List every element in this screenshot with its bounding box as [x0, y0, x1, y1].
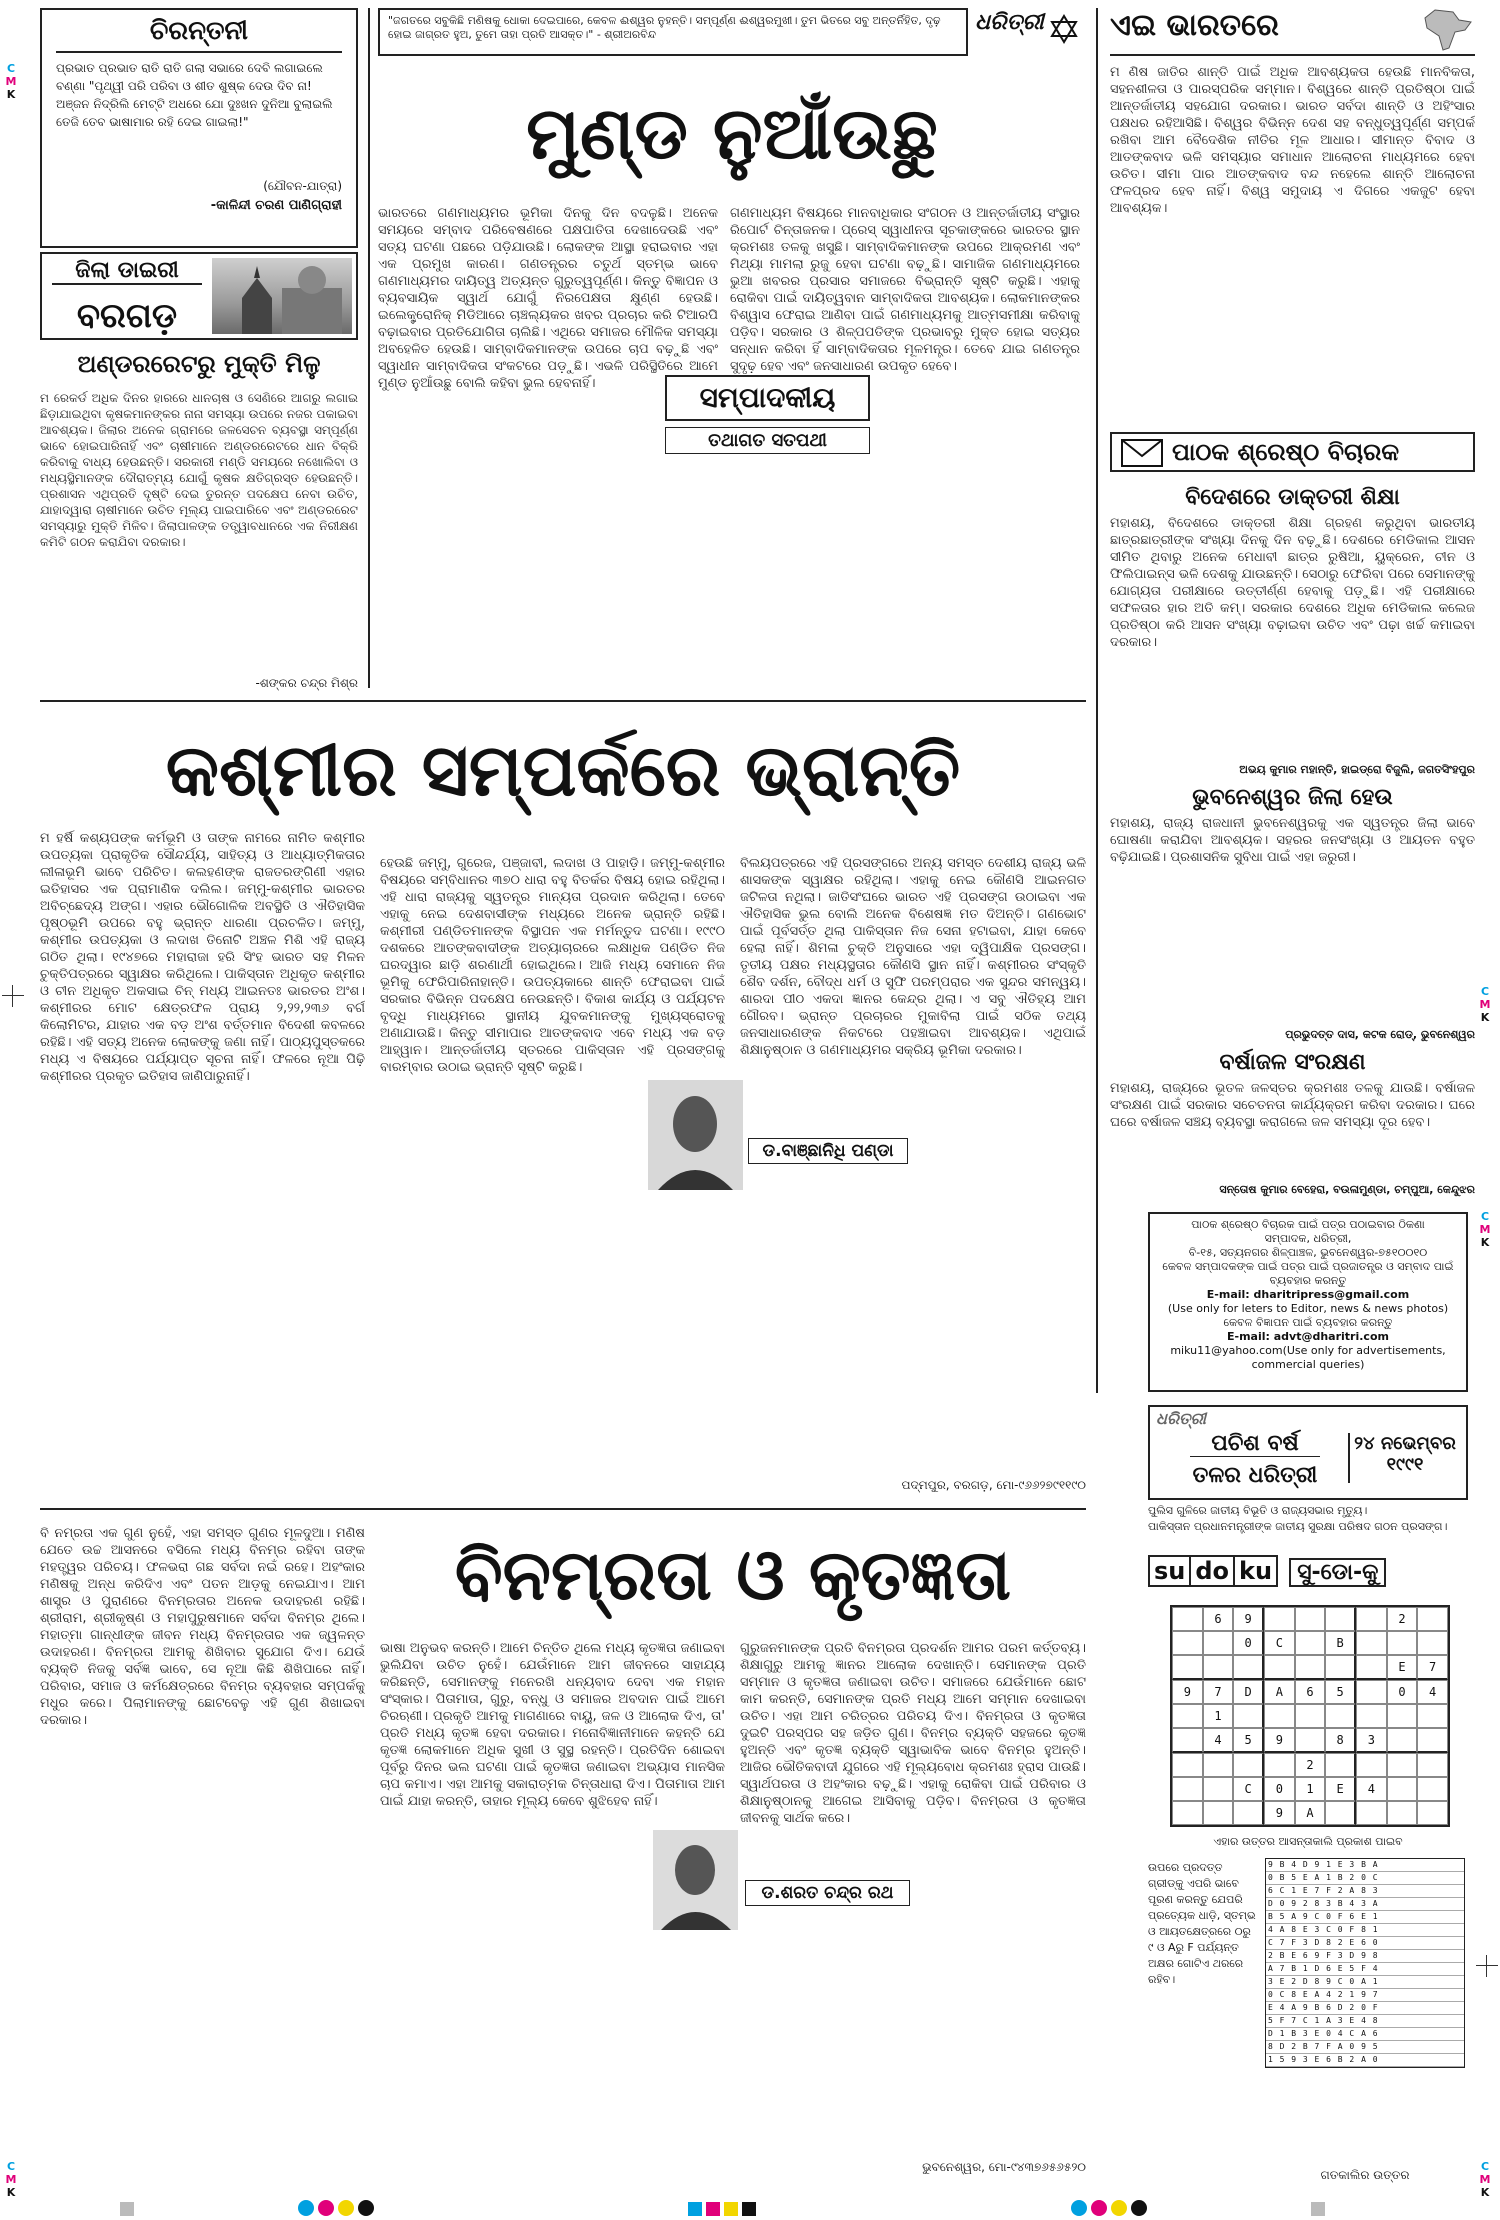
sudoku-cell: 7: [1417, 1655, 1448, 1680]
contact-line-7: କେବଳ ବିଜ୍ଞାପନ ପାଇଁ ବ୍ୟବହାର କରନ୍ତୁ: [1223, 1316, 1393, 1329]
cmk-mark-right-2: C M K: [1479, 1210, 1491, 1249]
sudoku-rules: ଉପରେ ପ୍ରଦତ୍ତ ଗ୍ରୀଡ୍‌କୁ ଏପରି ଭାବେ ପୂରଣ କରନ୍ତୁ ଯେପରି ପ୍ରତ୍ୟେକ ଧାଡ଼ି, ସ୍ତମ୍ଭ ଓ ଆୟତକ୍ଷେତ୍ରରେ ୦ରୁ ୯ ଓ Aରୁ F ପର୍ଯ୍ୟନ୍ତ ଅକ୍ଷର ଗୋଟିଏ ଥରରେ ରହିବ।: [1148, 1861, 1256, 1986]
vinamrata-col-3: ଗୁରୁଜନମାନଙ୍କ ପ୍ରତି ବିନମ୍ରତା ପ୍ରଦର୍ଶନ ଆମର ପରମ କର୍ତ୍ତବ୍ୟ। ଶିକ୍ଷାଗୁରୁ ଆମକୁ ଜ୍ଞାନର ଆଲୋକ ଦେଖାନ୍ତି। ସେମାନଙ୍କ ପ୍ରତି ସମ୍ମାନ ଓ କୃତଜ୍ଞତା ଜଣାଇବା ଉଚିତ। ସମାଜରେ ଯେଉଁମାନେ ଛୋଟ କାମ କରନ୍ତି, ସେମାନଙ୍କ ପ୍ରତି ମଧ୍ୟ ଆମେ ସମ୍ମାନ ଦେଖାଇବା ଉଚିତ। ଏହା ଆମ ଚରିତ୍ରର ପରିଚୟ ଦିଏ। ବିନମ୍ରତା ଓ କୃତଜ୍ଞତା ଦୁଇଟି ପରସ୍ପର ସହ ଜଡ଼ିତ ଗୁଣ। ବିନମ୍ର ବ୍ୟକ୍ତି ସହଜରେ କୃତଜ୍ଞ ହୁଅନ୍ତି ଏବଂ କୃତଜ୍ଞ ବ୍ୟକ୍ତି ସ୍ୱାଭାବିକ ଭାବେ ବିନମ୍ର ହୁଅନ୍ତି। ଆଜିର ଭୌତିକବାଦୀ ଯୁଗରେ ଏହି ମୂଲ୍ୟବୋଧ କ୍ରମଶଃ ହ୍ରାସ ପାଉଛି। ସ୍ୱାର୍ଥପରତା ଓ ଅହଂକାର ବଢ଼ୁଛି। ଏହାକୁ ରୋକିବା ପାଇଁ ପରିବାର ଓ ଶିକ୍ଷାନୁଷ୍ଠାନକୁ ଆଗେଇ ଆସିବାକୁ ପଡ଼ିବ। ବିନମ୍ରତା ଓ କୃତଜ୍ଞତା ଜୀବନକୁ ସାର୍ଥକ କରେ।: [740, 1641, 1086, 1826]
anniversary-bullet-1: ପୁଲିସ ଗୁଳିରେ ଜାତୀୟ ବିଭୂତି ଓ ରାଜ୍ୟସଭାର ମୃତ୍ୟୁ।: [1148, 1504, 1368, 1517]
anniversary-logo: ଧରିତ୍ରୀ: [1156, 1409, 1206, 1428]
sudoku-cell: [1172, 1801, 1203, 1825]
sudoku-cell: [1203, 1777, 1234, 1801]
sudoku-cell: [1295, 1704, 1326, 1728]
dharitri-logo-text: ଧରିତ୍ରୀ: [975, 10, 1044, 35]
sudoku-cell: 2: [1295, 1753, 1326, 1777]
star-icon: [1049, 14, 1079, 44]
sudoku-cell: [1325, 1753, 1356, 1777]
letter-1-body: ମହାଶୟ, ବିଦେଶରେ ଡାକ୍ତରୀ ଶିକ୍ଷା ଗ୍ରହଣ କରୁଥିବା ଭାରତୀୟ ଛାତ୍ରଛାତ୍ରୀଙ୍କ ସଂଖ୍ୟା ଦିନକୁ ଦିନ ବଢ଼ୁଛି। ଦେଶରେ ମେଡିକାଲ ଆସନ ସୀମିତ ଥିବାରୁ ଅନେକ ମେଧାବୀ ଛାତ୍ର ରୁଷିଆ, ୟୁକ୍ରେନ, ଚୀନ ଓ ଫିଲିପାଇନ୍ସ ଭଳି ଦେଶକୁ ଯାଉଛନ୍ତି। ସେଠାରୁ ଫେରିବା ପରେ ସେମାନଙ୍କୁ ଯୋଗ୍ୟତା ପରୀକ୍ଷାରେ ଉତ୍ତୀର୍ଣ୍ଣ ହେବାକୁ ପଡ଼ୁଛି। ଏହି ପରୀକ୍ଷାରେ ସଫଳତାର ହାର ଅତି କମ୍। ସରକାର ଦେଶରେ ଅଧିକ ମେଡିକାଲ କଲେଜ ପ୍ରତିଷ୍ଠା କରି ଆସନ ସଂଖ୍ୟା ବଢ଼ାଇବା ଉଚିତ ଏବଂ ପଢ଼ା ଖର୍ଚ୍ଚ କମାଇବା ଦରକାର।: [1110, 516, 1475, 650]
sudoku-cell: [1387, 1801, 1418, 1825]
sudoku-grid: [1170, 1605, 1450, 1827]
sudoku-cell: [1233, 1753, 1264, 1777]
contact-line-3: ବି-୧୫, ସତ୍ୟନଗର ଶିଳ୍ପାଞ୍ଚଳ, ଭୁବନେଶ୍ୱର-୭୫୧୦୦୧୦: [1188, 1246, 1428, 1259]
district-body: ମ ରେକର୍ଡ ଅଧିକ ଦିନର ହାରରେ ଧାନଚାଷ ଓ ସେଣିରେ ଆଗରୁ ଲଗାଇ ଛିଡ଼ାଯାଇଥିବା କୃଷକମାନଙ୍କର ନାନା ସମସ୍ୟା ଉପରେ ନଜର ପକାଇବା ଆବଶ୍ୟକ। ଜିଲାର ଅନେକ ଗ୍ରାମରେ ଜଳସେଚନ ବ୍ୟବସ୍ଥା ସମ୍ପୂର୍ଣ୍ଣ ଭାବେ ହୋଇପାରିନାହିଁ ଏବଂ ଚାଷୀମାନେ ଅଣ୍ଡରରେଟରେ ଧାନ ବିକ୍ରି କରିବାକୁ ବାଧ୍ୟ ହେଉଛନ୍ତି। ସରକାରୀ ମଣ୍ଡି ସମୟରେ ନଖୋଲିବା ଓ ମଧ୍ୟସ୍ଥିମାନଙ୍କ ଦୌରାତ୍ମ୍ୟ ଯୋଗୁଁ କୃଷକ କ୍ଷତିଗ୍ରସ୍ତ ହେଉଛନ୍ତି। ପ୍ରଶାସନ ଏଥିପ୍ରତି ଦୃଷ୍ଟି ଦେଇ ତୁରନ୍ତ ପଦକ୍ଷେପ ନେବା ଉଚିତ, ଯାହାଦ୍ୱାରା ଚାଷୀମାନେ ଉଚିତ ମୂଲ୍ୟ ପାଇପାରିବେ ଏବଂ ଅଣ୍ଡରରେଟ ସମସ୍ୟାରୁ ମୁକ୍ତି ମିଳିବ। ଜିଲାପାଳଙ୍କ ତତ୍ତ୍ୱାବଧାନରେ ଏକ ନିରୀକ୍ଷଣ କମିଟି ଗଠନ କରାଯିବା ଦରକାର।: [40, 391, 358, 549]
sudoku-cell: [1417, 1777, 1448, 1801]
sudoku-cell: [1325, 1801, 1356, 1825]
sudoku-cell: [1417, 1728, 1448, 1753]
sudoku-cell: [1172, 1607, 1203, 1631]
chirantani-author: -କାଳିନ୍ଦୀ ଚରଣ ପାଣିଗ୍ରାହୀ: [210, 198, 342, 213]
sudoku-cell: 7: [1203, 1680, 1234, 1704]
contact-box: [1148, 1212, 1468, 1392]
kashmir-headline: କଶ୍ମୀର ସମ୍ପର୍କରେ ଭ୍ରାନ୍ତି: [165, 728, 961, 812]
sudoku-cell: 0: [1387, 1680, 1418, 1704]
sudoku-cell: 3: [1356, 1728, 1387, 1753]
sudoku-cell: [1203, 1801, 1234, 1825]
sudoku-title-ku: ku: [1235, 1555, 1278, 1587]
sudoku-answer-row: 3 E 2 D 8 9 C 0 A 1: [1266, 1976, 1464, 1989]
sudoku-cell: [1387, 1631, 1418, 1655]
editorial-label-box: [665, 375, 870, 465]
sudoku-answer-row: D 1 B 3 E 0 4 C A 6: [1266, 2028, 1464, 2041]
sudoku-answer-board: [1265, 1858, 1465, 2068]
kashmir-author-photo: [648, 1080, 743, 1190]
letters-header-box: [1110, 432, 1475, 472]
sudoku-answer-row: 0 C 8 E A 4 2 1 9 7: [1266, 1989, 1464, 2002]
anniversary-box: [1148, 1405, 1468, 1500]
sudoku-cell: [1172, 1704, 1203, 1728]
temple-photo: [212, 258, 352, 334]
district-name: ବରଗଡ଼: [76, 296, 178, 336]
sudoku-answer-grid: [1265, 1858, 1465, 2068]
vinamrata-signature: ଭୁବନେଶ୍ୱର, ମୋ-୯୪୩୭୬୫୬୫୨୦: [922, 2160, 1086, 2174]
kashmir-col-1: ମ ହର୍ଷି କଶ୍ୟପଙ୍କ କର୍ମଭୂମି ଓ ତାଙ୍କ ନାମରେ ନାମିତ କଶ୍ମୀର ଉପତ୍ୟକା ପ୍ରାକୃତିକ ସୌନ୍ଦର୍ଯ୍ୟ, ସାହିତ୍ୟ ଓ ଆଧ୍ୟାତ୍ମିକତାର ଲୀଳାଭୂମି ଭାବେ ପରିଚିତ। କଲହଣଙ୍କ ରାଜତରଙ୍ଗିଣୀ ଏହାର ଇତିହାସର ଏକ ପ୍ରାମାଣିକ ଦଲିଲ। ଜମ୍ମୁ-କଶ୍ମୀର ଭାରତର ଅବିଚ୍ଛେଦ୍ୟ ଅଙ୍ଗ। ଏହାର ଭୌଗୋଳିକ ଅବସ୍ଥିତି ଓ ଐତିହାସିକ ପୃଷ୍ଠଭୂମି ଉପରେ ବହୁ ଭ୍ରାନ୍ତ ଧାରଣା ପ୍ରଚଳିତ। ଜମ୍ମୁ, କଶ୍ମୀର ଉପତ୍ୟକା ଓ ଲଦାଖ ତିନୋଟି ଅଞ୍ଚଳ ମିଶି ଏହି ରାଜ୍ୟ ଗଠିତ ଥିଲା। ୧୯୪୭ରେ ମହାରାଜା ହରି ସିଂହ ଭାରତ ସହ ମିଳନ ଚୁକ୍ତିପତ୍ରରେ ସ୍ୱାକ୍ଷର କରିଥିଲେ। ପାକିସ୍ତାନ ଅଧିକୃତ କଶ୍ମୀର ଓ ଚୀନ ଅଧିକୃତ ଅକସାଇ ଚିନ୍ ମଧ୍ୟ ଆଇନତଃ ଭାରତର ଅଂଶ। କଶ୍ମୀରର ମୋଟ କ୍ଷେତ୍ରଫଳ ପ୍ରାୟ ୨,୨୨,୨୩୬ ବର୍ଗ କିଲୋମିଟର, ଯାହାର ଏକ ବଡ଼ ଅଂଶ ବର୍ତ୍ତମାନ ବିଦେଶୀ କବଳରେ ରହିଛି। ଏହି ସତ୍ୟ ଅନେକ ଲୋକଙ୍କୁ ଜଣା ନାହିଁ। ପାଠ୍ୟପୁସ୍ତକରେ ମଧ୍ୟ ଏ ବିଷୟରେ ପର୍ଯ୍ୟାପ୍ତ ସୂଚନା ନାହିଁ। ଫଳରେ ନୂଆ ପିଢ଼ି କଶ୍ମୀରର ପ୍ରକୃତ ଇତିହାସ ଜାଣିପାରୁନାହିଁ।: [40, 831, 365, 1084]
registration-mark-right: [1476, 1955, 1498, 1977]
sudoku-cell: 6: [1295, 1680, 1326, 1704]
sudoku-answer-row: A 7 B 1 D 6 E 5 F 4: [1266, 1963, 1464, 1976]
sudoku-cell: [1356, 1801, 1387, 1825]
vinamrata-col-2: ଭାଷା ଅନୁଭବ କରନ୍ତି। ଆମେ ଚିନ୍ତିତ ଥିଲେ ମଧ୍ୟ କୃତଜ୍ଞତା ଜଣାଇବା ଭୁଲିଯିବା ଉଚିତ ନୁହେଁ। ଯେଉଁମାନେ ଆମ ଜୀବନରେ ସାହାଯ୍ୟ କରିଛନ୍ତି, ସେମାନଙ୍କୁ ମନେରଖି ଧନ୍ୟବାଦ ଦେବା ଏକ ମହାନ ସଂସ୍କାର। ପିତାମାତା, ଗୁରୁ, ବନ୍ଧୁ ଓ ସମାଜର ଅବଦାନ ପାଇଁ ଆମେ ଚିରଋଣୀ। ପ୍ରକୃତି ଆମକୁ ମାଗଣାରେ ବାୟୁ, ଜଳ ଓ ଆଲୋକ ଦିଏ, ତା' ପ୍ରତି ମଧ୍ୟ କୃତଜ୍ଞ ହେବା ଦରକାର। ମନୋବିଜ୍ଞାନୀମାନେ କହନ୍ତି ଯେ କୃତଜ୍ଞ ଲୋକମାନେ ଅଧିକ ସୁଖୀ ଓ ସୁସ୍ଥ ରହନ୍ତି। ପ୍ରତିଦିନ ଶୋଇବା ପୂର୍ବରୁ ଦିନର ଭଲ ଘଟଣା ପାଇଁ କୃତଜ୍ଞତା ଜଣାଇବା ଅଭ୍ୟାସ ମାନସିକ ଚାପ କମାଏ। ଏହା ଆମକୁ ସକାରାତ୍ମକ ଚିନ୍ତାଧାରା ଦିଏ। ପିତାମାତା ଆମ ପାଇଁ ଯାହା କରନ୍ତି, ତାହାର ମୂଲ୍ୟ କେବେ ଶୁଝିହେବ ନାହିଁ।: [380, 1641, 725, 1809]
sudoku-cell: B: [1325, 1631, 1356, 1655]
sudoku-cell: [1203, 1631, 1234, 1655]
vinamrata-author-photo: [653, 1830, 738, 1930]
sudoku-cell: 1: [1203, 1704, 1234, 1728]
contact-line-2: ସମ୍ପାଦକ, ଧରିତ୍ରୀ,: [1264, 1232, 1352, 1245]
sudoku-cell: A: [1295, 1801, 1326, 1825]
sudoku-answer-row: 5 F 7 C 1 A 3 E 4 8: [1266, 2015, 1464, 2028]
editorial-headline: ମୁଣ୍ଡ ନୁଆଁଉଛୁ: [526, 91, 938, 175]
letter-3-body: ମହାଶୟ, ରାଜ୍ୟରେ ଭୂତଳ ଜଳସ୍ତର କ୍ରମଶଃ ତଳକୁ ଯାଉଛି। ବର୍ଷାଜଳ ସଂରକ୍ଷଣ ପାଇଁ ସରକାର ସଚେତନତା କାର୍ଯ୍ୟକ୍ରମ କରିବା ଦରକାର। ଘରେ ଘରେ ବର୍ଷାଜଳ ସଞ୍ଚୟ ବ୍ୟବସ୍ଥା କରାଗଲେ ଜଳ ସମସ୍ୟା ଦୂର ହେବ।: [1110, 1081, 1475, 1130]
editorial-label: ସମ୍ପାଦକୀୟ: [665, 375, 870, 421]
sudoku-cell: [1325, 1607, 1356, 1631]
e-bharat-header: [1110, 8, 1475, 56]
sudoku-cell: [1172, 1728, 1203, 1753]
vinamrata-author-box: [645, 1830, 905, 1930]
sudoku-answer-row: E 4 A 9 B 6 D 2 0 F: [1266, 2002, 1464, 2015]
sudoku-cell: 9: [1172, 1680, 1203, 1704]
sudoku-cell: [1172, 1753, 1203, 1777]
sudoku-cell: [1356, 1753, 1387, 1777]
sudoku-cell: [1356, 1704, 1387, 1728]
sudoku-cell: [1203, 1655, 1234, 1680]
chirantani-source: (ଯୌବନ-ଯାତ୍ରା): [263, 179, 342, 193]
sudoku-cell: [1172, 1631, 1203, 1655]
sudoku-note: ଏହାର ଉତ୍ତର ଆସନ୍ତାକାଲି ପ୍ରକାଶ ପାଇବ: [1213, 1835, 1403, 1848]
cmk-mark-right: C M K: [1479, 985, 1491, 1024]
kashmir-col-3: ବିଲୟପତ୍ରରେ ଏହି ପ୍ରସଙ୍ଗରେ ଅନ୍ୟ ସମସ୍ତ ଦେଶୀୟ ରାଜ୍ୟ ଭଳି ଶାସକଙ୍କ ସ୍ୱାକ୍ଷର ରହିଥିଲା। ଏହାକୁ ନେଇ କୌଣସି ଆଇନଗତ ଜଟିଳତା ନଥିଲା। ଜାତିସଂଘରେ ଭାରତ ଏହି ପ୍ରସଙ୍ଗ ଉଠାଇବା ଏକ ଐତିହାସିକ ଭୁଲ ବୋଲି ଅନେକ ବିଶେଷଜ୍ଞ ମତ ଦିଅନ୍ତି। ଗଣଭୋଟ ପାଇଁ ପୂର୍ବସର୍ତ୍ତ ଥିଲା ପାକିସ୍ତାନ ନିଜ ସେନା ହଟାଇବା, ଯାହା କେବେ ହେଲା ନାହିଁ। ଶିମଳା ଚୁକ୍ତି ଅନୁସାରେ ଏହା ଦ୍ୱିପାକ୍ଷିକ ପ୍ରସଙ୍ଗ। ତୃତୀୟ ପକ୍ଷର ମଧ୍ୟସ୍ଥତାର କୌଣସି ସ୍ଥାନ ନାହିଁ। କଶ୍ମୀରର ସଂସ୍କୃତି ଶୈବ ଦର୍ଶନ, ବୌଦ୍ଧ ଧର୍ମ ଓ ସୁଫି ପରମ୍ପରାର ଏକ ସୁନ୍ଦର ସମନ୍ୱୟ। ଶାରଦା ପୀଠ ଏକଦା ଜ୍ଞାନର କେନ୍ଦ୍ର ଥିଲା। ଏ ସବୁ ଐତିହ୍ୟ ଆମ ଗୌରବ। ଭ୍ରାନ୍ତ ପ୍ରଚାରର ମୁକାବିଲା ପାଇଁ ସଠିକ ତଥ୍ୟ ଜନସାଧାରଣଙ୍କ ନିକଟରେ ପହଞ୍ଚାଇବା ଆବଶ୍ୟକ। ଏଥିପାଇଁ ଶିକ୍ଷାନୁଷ୍ଠାନ ଓ ଗଣମାଧ୍ୟମର ସକ୍ରିୟ ଭୂମିକା ଦରକାର।: [740, 856, 1086, 1058]
sudoku-cell: [1172, 1655, 1203, 1680]
sudoku-cell: E: [1387, 1655, 1418, 1680]
temple-icon: [212, 258, 352, 334]
sudoku-cell: [1356, 1631, 1387, 1655]
letter-2-signature: ପ୍ରଭୁଦତ୍ତ ଦାସ, କଟକ ରୋଡ୍, ଭୁବନେଶ୍ୱର: [1285, 1028, 1475, 1041]
sudoku-cell: [1417, 1704, 1448, 1728]
anniversary-bullet-2: ପାକିସ୍ତାନ ପ୍ରଧାନମନ୍ତ୍ରୀଙ୍କ ଜାତୀୟ ସୁରକ୍ଷା ପରିଷଦ ଗଠନ ପ୍ରସଙ୍ଗ।: [1148, 1520, 1448, 1533]
sudoku-cell: [1295, 1607, 1326, 1631]
e-bharat-body: ମ ଣିଷ ଜାତିର ଶାନ୍ତି ପାଇଁ ଅଧିକ ଆବଶ୍ୟକତା ହେଉଛି ମାନବିକତା, ସହନଶୀଳତା ଓ ପାରସ୍ପରିକ ସମ୍ମାନ। ବିଶ୍ୱରେ ଶାନ୍ତି ପ୍ରତିଷ୍ଠା ପାଇଁ ଆନ୍ତର୍ଜାତୀୟ ସହଯୋଗ ଦରକାର। ଭାରତ ସର୍ବଦା ଶାନ୍ତି ଓ ଅହିଂସାର ପକ୍ଷଧର ରହିଆସିଛି। ବିଶ୍ୱର ବିଭିନ୍ନ ଦେଶ ସହ ବନ୍ଧୁତ୍ୱପୂର୍ଣ୍ଣ ସମ୍ପର୍କ ରଖିବା ଆମ ବୈଦେଶିକ ନୀତିର ମୂଳ ଆଧାର। ସୀମାନ୍ତ ବିବାଦ ଓ ଆତଙ୍କବାଦ ଭଳି ସମସ୍ୟାର ସମାଧାନ ଆଲୋଚନା ମାଧ୍ୟମରେ ହେବା ଉଚିତ। ସୀମା ପାର ଆତଙ୍କବାଦ ବନ୍ଦ ନହେଲେ ଶାନ୍ତି ଆଲୋଚନା ଫଳପ୍ରଦ ହେବ ନାହିଁ। ବିଶ୍ୱ ସମୁଦାୟ ଏ ଦିଗରେ ଏକଜୁଟ ହେବା ଆବଶ୍ୟକ।: [1110, 65, 1475, 216]
kashmir-col-2: ହେଉଛି ଜମ୍ମୁ, ଗୁରେଜ, ପଞ୍ଜାବୀ, ଲଦାଖ ଓ ପାହାଡ଼ି। ଜମ୍ମୁ-କଶ୍ମୀର ବିଷୟରେ ସମ୍ବିଧାନର ୩୭୦ ଧାରା ବହୁ ବିତର୍କର ବିଷୟ ହୋଇ ରହିଥିଲା। ଏହି ଧାରା ରାଜ୍ୟକୁ ସ୍ୱତନ୍ତ୍ର ମାନ୍ୟତା ପ୍ରଦାନ କରିଥିଲା। ତେବେ ଏହାକୁ ନେଇ ଦେଶବାସୀଙ୍କ ମଧ୍ୟରେ ଅନେକ ଭ୍ରାନ୍ତି ରହିଛି। କଶ୍ମୀରୀ ପଣ୍ଡିତମାନଙ୍କ ବିସ୍ଥାପନ ଏକ ମର୍ମନ୍ତୁଦ ଘଟଣା। ୧୯୯୦ ଦଶକରେ ଆତଙ୍କବାଦୀଙ୍କ ଅତ୍ୟାଚାରରେ ଲକ୍ଷାଧିକ ପଣ୍ଡିତ ନିଜ ଘରଦ୍ୱାର ଛାଡ଼ି ଶରଣାର୍ଥୀ ହୋଇଥିଲେ। ଆଜି ମଧ୍ୟ ସେମାନେ ନିଜ ଭୂମିକୁ ଫେରିପାରିନାହାନ୍ତି। ଉପତ୍ୟକାରେ ଶାନ୍ତି ଫେରାଇବା ପାଇଁ ସରକାର ବିଭିନ୍ନ ପଦକ୍ଷେପ ନେଉଛନ୍ତି। ବିକାଶ କାର୍ଯ୍ୟ ଓ ପର୍ଯ୍ୟଟନ ବୃଦ୍ଧି ମାଧ୍ୟମରେ ସ୍ଥାନୀୟ ଯୁବକମାନଙ୍କୁ ମୁଖ୍ୟସ୍ରୋତକୁ ଅଣାଯାଉଛି। କିନ୍ତୁ ସୀମାପାର ଆତଙ୍କବାଦ ଏବେ ମଧ୍ୟ ଏକ ବଡ଼ ଆହ୍ୱାନ। ଆନ୍ତର୍ଜାତୀୟ ସ୍ତରରେ ପାକିସ୍ତାନ ଏହି ପ୍ରସଙ୍ଗକୁ ବାରମ୍ବାର ଉଠାଇ ଭ୍ରାନ୍ତି ସୃଷ୍ଟି କରୁଛି।: [380, 856, 725, 1075]
sudoku-cell: C: [1233, 1777, 1264, 1801]
envelope-icon: [1120, 438, 1164, 468]
cmk-mark-bottom-left: C M K: [5, 2160, 17, 2199]
sudoku-cell: [1325, 1655, 1356, 1680]
letters-header: ପାଠକ ଶ୍ରେଷ୍ଠ ବିଚାରକ: [1172, 438, 1400, 466]
sudoku-answer-row: 4 A 8 E 3 C 0 F 8 1: [1266, 1924, 1464, 1937]
vinamrata-headline: ବିନମ୍ରତା ଓ କୃତଜ୍ଞତା: [454, 1534, 1012, 1616]
sudoku-answer-row: 2 B E 6 9 F 3 D 9 8: [1266, 1950, 1464, 1963]
sudoku-cell: [1264, 1753, 1295, 1777]
sudoku-cell: 2: [1387, 1607, 1418, 1631]
sudoku-cell: 4: [1203, 1728, 1234, 1753]
color-bar: [120, 2200, 1420, 2216]
e-bharat-title: ଏଇ ଭାରତରେ: [1110, 8, 1279, 43]
sudoku-cell: [1387, 1728, 1418, 1753]
sudoku-answer-row: 8 D 2 B 7 F A 0 9 5: [1266, 2041, 1464, 2054]
editorial-author: ତଥାଗତ ସତପଥୀ: [665, 427, 870, 454]
sudoku-cell: [1417, 1801, 1448, 1825]
sudoku-cell: [1264, 1607, 1295, 1631]
sudoku-cell: 9: [1233, 1607, 1264, 1631]
district-diary-box: [40, 252, 358, 340]
india-map-icon: [1415, 8, 1475, 52]
district-diary-label: ଜିଲା ଡାଇରୀ: [52, 258, 202, 285]
sudoku-cell: A: [1264, 1680, 1295, 1704]
sudoku-cell: 9: [1264, 1801, 1295, 1825]
sudoku-cell: [1356, 1680, 1387, 1704]
registration-mark-left: [2, 985, 24, 1007]
sudoku-cell: [1295, 1655, 1326, 1680]
sudoku-cell: [1233, 1801, 1264, 1825]
dharitri-logo: [975, 10, 1085, 54]
letter-3-signature: ସନ୍ତୋଷ କୁମାର ବେହେରା, ବଉଳାମୁଣ୍ଡା, ଚମ୍ପୁଆ, କେନ୍ଦୁଝର: [1219, 1183, 1475, 1196]
anniversary-title-2: ତଳର ଧରିତ୍ରୀ: [1192, 1463, 1318, 1488]
kashmir-signature: ପଦ୍ମପୁର, ବରଗଡ଼, ମୋ-୯୬୬୨୭୯୧୧୯୦: [901, 1478, 1086, 1492]
contact-line-1: ପାଠକ ଶ୍ରେଷ୍ଠ ବିଚାରକ ପାଇଁ ପତ୍ର ପଠାଇବାର ଠିକଣା: [1191, 1218, 1425, 1231]
sudoku-cell: 4: [1417, 1680, 1448, 1704]
contact-email-press[interactable]: E-mail: dharitripress@gmail.com: [1206, 1288, 1410, 1301]
sudoku-cell: [1325, 1704, 1356, 1728]
cmk-mark-bottom-right: C M K: [1479, 2160, 1491, 2199]
person-icon: [653, 1830, 738, 1930]
sudoku-cell: 6: [1203, 1607, 1234, 1631]
sudoku-answer-row: 0 B 5 E A 1 B 2 0 C: [1266, 1872, 1464, 1885]
sudoku-board: [1170, 1605, 1450, 1827]
sudoku-cell: [1417, 1631, 1448, 1655]
letter-1-title: ବିଦେଶରେ ଡାକ୍ତରୀ ଶିକ୍ଷା: [1185, 485, 1400, 510]
person-icon: [648, 1080, 743, 1190]
sudoku-cell: [1203, 1753, 1234, 1777]
sudoku-title-odia: ସୁ-ଡୋ-କୁ: [1289, 1558, 1386, 1587]
masthead-quote: "ଜଗତରେ ସବୁକିଛି ମଣିଷକୁ ଧୋକା ଦେଇପାରେ, କେବଳ ଈଶ୍ୱର ନୁହନ୍ତି। ସମ୍ପୂର୍ଣ୍ଣ ଈଶ୍ୱରମୁଖୀ। ତୁମ ଭିତରେ ସବୁ ଅନ୍ତର୍ନିହିତ, ଦୃଢ଼ ହୋଇ ଜାଗ୍ରତ ହୁଅ, ତୁମେ ତାହା ପ୍ରତି ଆସକ୍ତ।" - ଶ୍ରୀଅରବିନ୍ଦ: [378, 8, 968, 56]
sudoku-answer-row: C 7 F 3 D 8 2 E 6 0: [1266, 1937, 1464, 1950]
cmk-mark-top-left: C M K: [5, 62, 17, 101]
sudoku-cell: 4: [1356, 1777, 1387, 1801]
anniversary-title-1: ପଚିଶ ବର୍ଷ: [1190, 1431, 1320, 1457]
sudoku-cell: 8: [1325, 1728, 1356, 1753]
letter-2-title: ଭୁବନେଶ୍ୱର ଜିଲା ହେଉ: [1192, 785, 1393, 810]
sudoku-cell: [1387, 1753, 1418, 1777]
editorial-col-1: ଭାରତରେ ଗଣମାଧ୍ୟମର ଭୂମିକା ଦିନକୁ ଦିନ ବଦଳୁଛି। ଅନେକ ସମୟରେ ସମ୍ବାଦ ପରିବେଷଣରେ ପକ୍ଷପାତିତା ଦେଖାଦେଉଛି ଏବଂ ସତ୍ୟ ଘଟଣା ପଛରେ ପଡ଼ିଯାଉଛି। ଲୋକଙ୍କ ଆସ୍ଥା ହରାଇବାର ଏହା ଏକ ପ୍ରମୁଖ କାରଣ। ଗଣତନ୍ତ୍ରର ଚତୁର୍ଥ ସ୍ତମ୍ଭ ଭାବେ ଗଣମାଧ୍ୟମର ଦାୟିତ୍ୱ ଅତ୍ୟନ୍ତ ଗୁରୁତ୍ୱପୂର୍ଣ୍ଣ। କିନ୍ତୁ ବିଜ୍ଞାପନ ଓ ବ୍ୟବସାୟିକ ସ୍ୱାର୍ଥ ଯୋଗୁଁ ନିରପେକ୍ଷତା କ୍ଷୁଣ୍ଣ ହେଉଛି। ଇଲେକ୍ଟ୍ରୋନିକ୍ ମିଡିଆରେ ଚାଞ୍ଚଲ୍ୟକର ଖବର ପ୍ରଚାର କରି ଟିଆରପି ବଢ଼ାଇବାର ପ୍ରତିଯୋଗିତା ଚାଲିଛି। ଏଥିରେ ସମାଜର ମୌଳିକ ସମସ୍ୟା ଅବହେଳିତ ହେଉଛି। ସାମ୍ବାଦିକମାନଙ୍କ ଉପରେ ଚାପ ବଢ଼ୁଛି ଏବଂ ସ୍ୱାଧୀନ ସାମ୍ବାଦିକତା ସଂକଟରେ ପଡ଼ୁଛି। ଏଭଳି ପରିସ୍ଥିତିରେ ଆମେ ମୁଣ୍ଡ ନୁଆଁଉଛୁ ବୋଲି କହିବା ଭୁଲ ହେବନାହିଁ।: [378, 206, 718, 391]
sudoku-cell: [1172, 1777, 1203, 1801]
sudoku-cell: 9: [1264, 1728, 1295, 1753]
sudoku-cell: 5: [1233, 1728, 1264, 1753]
vinamrata-col-1: ବି ନମ୍ରତା ଏକ ଗୁଣ ନୁହେଁ, ଏହା ସମସ୍ତ ଗୁଣର ମୂଳଦୁଆ। ମଣିଷ ଯେତେ ଉଚ୍ଚ ଆସନରେ ବସିଲେ ମଧ୍ୟ ବିନମ୍ର ରହିବା ତାଙ୍କ ମହତ୍ତ୍ୱର ପରିଚୟ। ଫଳଭରା ଗଛ ସର୍ବଦା ନଇଁ ରହେ। ଅହଂକାର ମଣିଷକୁ ଅନ୍ଧ କରିଦିଏ ଏବଂ ପତନ ଆଡ଼କୁ ନେଇଯାଏ। ଆମ ଶାସ୍ତ୍ର ଓ ପୁରାଣରେ ବିନମ୍ରତାର ଅନେକ ଉଦାହରଣ ରହିଛି। ଶ୍ରୀରାମ, ଶ୍ରୀକୃଷ୍ଣ ଓ ମହାପୁରୁଷମାନେ ସର୍ବଦା ବିନମ୍ର ଥିଲେ। ମହାତ୍ମା ଗାନ୍ଧୀଙ୍କ ଜୀବନ ମଧ୍ୟ ବିନମ୍ରତାର ଏକ ଜ୍ୱଳନ୍ତ ଉଦାହରଣ। ବିନମ୍ରତା ଆମକୁ ଶିଖିବାର ସୁଯୋଗ ଦିଏ। ଯେଉଁ ବ୍ୟକ୍ତି ନିଜକୁ ସର୍ବଜ୍ଞ ଭାବେ, ସେ ନୂଆ କିଛି ଶିଖିପାରେ ନାହିଁ। ପରିବାର, ସମାଜ ଓ କର୍ମକ୍ଷେତ୍ରରେ ବିନମ୍ର ବ୍ୟବହାର ସମ୍ପର୍କକୁ ମଧୁର କରେ। ପିଲାମାନଙ୍କୁ ଛୋଟବେଳୁ ଏହି ଗୁଣ ଶିଖାଇବା ଦରକାର।: [40, 1526, 365, 1728]
chirantani-title: ଚିରନ୍ତନୀ: [56, 16, 342, 53]
sudoku-answer-row: 6 C 1 E 7 F 2 A 8 3: [1266, 1885, 1464, 1898]
anniversary-date: ୨୪ ନଭେମ୍ବର ୧୯୯୧: [1348, 1433, 1460, 1483]
sudoku-cell: [1295, 1631, 1326, 1655]
sudoku-answer-row: B 5 A 9 C 0 F 6 E 1: [1266, 1911, 1464, 1924]
editorial-col-2: ଗଣମାଧ୍ୟମ ବିଷୟରେ ମାନବାଧିକାର ସଂଗଠନ ଓ ଆନ୍ତର୍ଜାତୀୟ ସଂସ୍ଥାର ରିପୋର୍ଟ ଚିନ୍ତାଜନକ। ପ୍ରେସ୍ ସ୍ୱାଧୀନତା ସୂଚକାଙ୍କରେ ଭାରତର ସ୍ଥାନ କ୍ରମଶଃ ତଳକୁ ଖସୁଛି। ସାମ୍ବାଦିକମାନଙ୍କ ଉପରେ ଆକ୍ରମଣ ଏବଂ ମିଥ୍ୟା ମାମଲା ରୁଜୁ ହେବା ଘଟଣା ବଢ଼ୁଛି। ସାମାଜିକ ଗଣମାଧ୍ୟମରେ ଭୁଆ ଖବରର ପ୍ରସାର ସମାଜରେ ବିଭ୍ରାନ୍ତି ସୃଷ୍ଟି କରୁଛି। ଏହାକୁ ରୋକିବା ପାଇଁ ଦାୟିତ୍ୱବାନ ସାମ୍ବାଦିକତା ଆବଶ୍ୟକ। ଲୋକମାନଙ୍କର ବିଶ୍ୱାସ ଫେରାଇ ଆଣିବା ପାଇଁ ଗଣମାଧ୍ୟମକୁ ଆତ୍ମସମୀକ୍ଷା କରିବାକୁ ପଡ଼ିବ। ସରକାର ଓ ଶିଳ୍ପପତିଙ୍କ ପ୍ରଭାବରୁ ମୁକ୍ତ ହୋଇ ସତ୍ୟର ସନ୍ଧାନ କରିବା ହିଁ ସାମ୍ବାଦିକତାର ମୂଳମନ୍ତ୍ର। ତେବେ ଯାଇ ଗଣତନ୍ତ୍ର ସୁଦୃଢ଼ ହେବ ଏବଂ ଜନସାଧାରଣ ଉପକୃତ ହେବେ।: [730, 206, 1080, 374]
sudoku-cell: 1: [1295, 1777, 1326, 1801]
sudoku-cell: [1387, 1704, 1418, 1728]
sudoku-cell: [1264, 1655, 1295, 1680]
sudoku-cell: [1233, 1704, 1264, 1728]
sudoku-cell: [1264, 1704, 1295, 1728]
sudoku-cell: [1356, 1607, 1387, 1631]
contact-email-miku[interactable]: miku11@yahoo.com(Use only for advertisements, commercial queries): [1170, 1344, 1446, 1371]
kashmir-author: ଡ.ବାଞ୍ଛାନିଧି ପଣ୍ଡା: [748, 1138, 908, 1164]
contact-line-4: କେବଳ ସମ୍ପାଦକଙ୍କ ପାଇଁ ପତ୍ର ପାଇଁ ପ୍ରଜାତନ୍ତ୍ର ଓ ସମ୍ବାଦ ପାଇଁ ବ୍ୟବହାର କରନ୍ତୁ: [1162, 1260, 1454, 1287]
sudoku-answer-label: ଗତକାଲିର ଉତ୍ତର: [1320, 2168, 1410, 2182]
sudoku-title-su: su: [1148, 1555, 1191, 1587]
sudoku-answer-row: 9 B 4 D 9 1 E 3 B A: [1266, 1859, 1464, 1872]
sudoku-cell: [1295, 1728, 1326, 1753]
sudoku-title-do: do: [1191, 1555, 1235, 1587]
sudoku-cell: C: [1264, 1631, 1295, 1655]
district-byline: -ଶଙ୍କର ଚନ୍ଦ୍ର ମିଶ୍ର: [255, 676, 358, 690]
sudoku-cell: 0: [1264, 1777, 1295, 1801]
kashmir-author-box: [640, 1080, 900, 1190]
letter-2-body: ମହାଶୟ, ରାଜ୍ୟ ରାଜଧାନୀ ଭୁବନେଶ୍ୱରକୁ ଏକ ସ୍ୱତନ୍ତ୍ର ଜିଲା ଭାବେ ଘୋଷଣା କରାଯିବା ଆବଶ୍ୟକ। ସହରର ଜନସଂଖ୍ୟା ଓ ଆୟତନ ବହୁତ ବଢ଼ିଯାଇଛି। ପ୍ରଶାସନିକ ସୁବିଧା ପାଇଁ ଏହା ଜରୁରୀ।: [1110, 816, 1475, 865]
sudoku-answer-row: 1 5 9 3 E 6 B 2 A 0: [1266, 2054, 1464, 2067]
sudoku-answer-row: D 0 9 2 8 3 B 4 3 A: [1266, 1898, 1464, 1911]
contact-email-advt[interactable]: E-mail: advt@dharitri.com: [1227, 1330, 1389, 1343]
sudoku-cell: [1417, 1607, 1448, 1631]
sudoku-cell: [1417, 1753, 1448, 1777]
contact-line-6: (Use only for leters to Editor, news & news photos): [1167, 1302, 1449, 1315]
sudoku-title: [1148, 1555, 1468, 1595]
vinamrata-author: ଡ.ଶରତ ଚନ୍ଦ୍ର ରଥ: [745, 1880, 910, 1906]
sudoku-cell: [1356, 1655, 1387, 1680]
sudoku-cell: E: [1325, 1777, 1356, 1801]
sudoku-cell: D: [1233, 1680, 1264, 1704]
sudoku-cell: [1387, 1777, 1418, 1801]
chirantani-box: [40, 8, 358, 248]
letter-1-signature: ଅଭୟ କୁମାର ମହାନ୍ତି, ହାଇଡ୍ରୋ ବିଜୁଲି, ଜଗତସିଂହପୁର: [1239, 763, 1475, 776]
sudoku-cell: [1233, 1655, 1264, 1680]
chirantani-poem: ପ୍ରଭାତ ପ୍ରଭାତ ରାତି ରାତି ଗଲା ସଭାରେ ଦେବି ଲଗାଇଲେ ବଣ୍ଣା "ପୃଥ୍ୱୀ ପରି ପରିବା ଓ ଶୀତ ଶୁଷ୍କ ଦେଉ ଦିବ ନା! ଅଞ୍ଜନ ନିଦ୍ରିଲି ମେଟ୍ଟି ଅଧରେ ଯୋ ଦୁଃଖନ ଦୁନିଆ ବୁଲାଇଲି ତେଜି ତେବ ଭାଷାମାର ରହି ଦେଇ ଗାଇଲା!": [56, 61, 333, 129]
district-headline: ଅଣ୍ଡରରେଟରୁ ମୁକ୍ତି ମିଳୁ: [77, 350, 321, 378]
sudoku-cell: 5: [1325, 1680, 1356, 1704]
letter-3-title: ବର୍ଷାଜଳ ସଂରକ୍ଷଣ: [1219, 1050, 1366, 1075]
sudoku-cell: 0: [1233, 1631, 1264, 1655]
